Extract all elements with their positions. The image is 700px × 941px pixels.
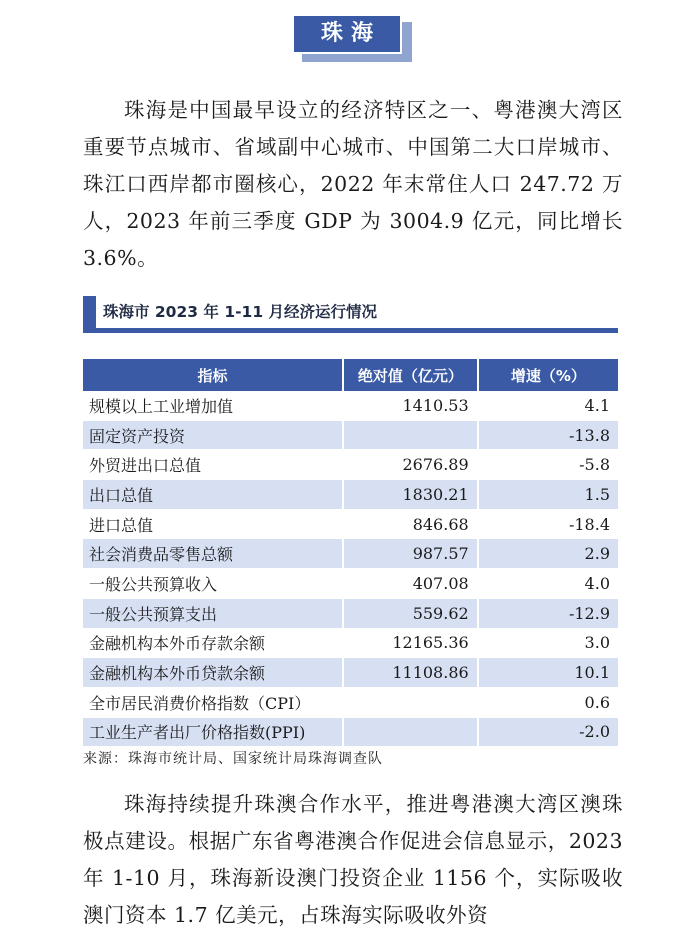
value-cell: 1830.21 [343, 480, 478, 510]
indicator-cell: 社会消费品零售总额 [83, 539, 343, 569]
title-accent-block [83, 296, 96, 328]
value-cell [343, 420, 478, 450]
table-title: 珠海市 2023 年 1-11 月经济运行情况 [103, 303, 378, 321]
indicator-cell: 金融机构本外币存款余额 [83, 628, 343, 658]
growth-cell: 1.5 [478, 480, 618, 510]
indicator-cell: 全市居民消费价格指数（CPI） [83, 687, 343, 717]
table-row [83, 687, 618, 717]
table-row [83, 420, 618, 450]
value-cell: 987.57 [343, 539, 478, 569]
growth-cell: -13.8 [478, 420, 618, 450]
intro-paragraph: 珠海是中国最早设立的经济特区之一、粤港澳大湾区重要节点城市、省域副中心城市、中国第二大口岸城市、珠江口西岸都市圈核心，2022 年末常住人口 247.72 万人，2023 年前三季度 GDP 为 3004.9 亿元，同比增长 3.6%。 [83, 98, 623, 270]
table-source: 来源：珠海市统计局、国家统计局珠海调查队 [83, 751, 383, 767]
header-growth: 增速（%） [478, 359, 618, 391]
section-header [0, 0, 700, 80]
growth-cell: 3.0 [478, 628, 618, 658]
table-row [83, 628, 618, 658]
indicator-cell: 规模以上工业增加值 [83, 391, 343, 420]
value-cell [343, 717, 478, 747]
growth-cell: 0.6 [478, 687, 618, 717]
table-row [83, 391, 618, 420]
indicator-cell: 进口总值 [83, 509, 343, 539]
indicator-cell: 金融机构本外币贷款余额 [83, 658, 343, 688]
value-cell: 846.68 [343, 509, 478, 539]
table-row [83, 539, 618, 569]
body-paragraph: 珠海持续提升珠澳合作水平，推进粤港澳大湾区澳珠极点建设。根据广东省粤港澳合作促进会信息显示，2023 年 1-10 月，珠海新设澳门投资企业 1156 个，实际吸收澳门资本 1.7 亿美元，占珠海实际吸收外资 [83, 792, 623, 927]
table-row [83, 717, 618, 747]
indicator-cell: 出口总值 [83, 480, 343, 510]
table-row [83, 598, 618, 628]
growth-cell: 4.1 [478, 391, 618, 420]
table-row [83, 480, 618, 510]
title-underline [83, 328, 618, 333]
indicator-cell: 工业生产者出厂价格指数(PPI) [83, 717, 343, 747]
table-header-row [83, 359, 618, 391]
header-indicator: 指标 [83, 359, 343, 391]
table-row [83, 450, 618, 480]
growth-cell: -5.8 [478, 450, 618, 480]
growth-cell: -2.0 [478, 717, 618, 747]
table-title-bar [83, 296, 618, 334]
indicator-cell: 一般公共预算收入 [83, 569, 343, 599]
table-row [83, 509, 618, 539]
indicator-cell: 固定资产投资 [83, 420, 343, 450]
growth-cell: 10.1 [478, 658, 618, 688]
page-title: 珠海 [292, 14, 402, 54]
table-row [83, 658, 618, 688]
table-row [83, 569, 618, 599]
growth-cell: 4.0 [478, 569, 618, 599]
value-cell: 559.62 [343, 598, 478, 628]
growth-cell: -18.4 [478, 509, 618, 539]
value-cell: 1410.53 [343, 391, 478, 420]
value-cell [343, 687, 478, 717]
value-cell: 407.08 [343, 569, 478, 599]
growth-cell: 2.9 [478, 539, 618, 569]
economic-table [83, 359, 618, 747]
indicator-cell: 外贸进出口总值 [83, 450, 343, 480]
indicator-cell: 一般公共预算支出 [83, 598, 343, 628]
header-absolute-value: 绝对值（亿元） [343, 359, 478, 391]
value-cell: 2676.89 [343, 450, 478, 480]
value-cell: 11108.86 [343, 658, 478, 688]
growth-cell: -12.9 [478, 598, 618, 628]
value-cell: 12165.36 [343, 628, 478, 658]
